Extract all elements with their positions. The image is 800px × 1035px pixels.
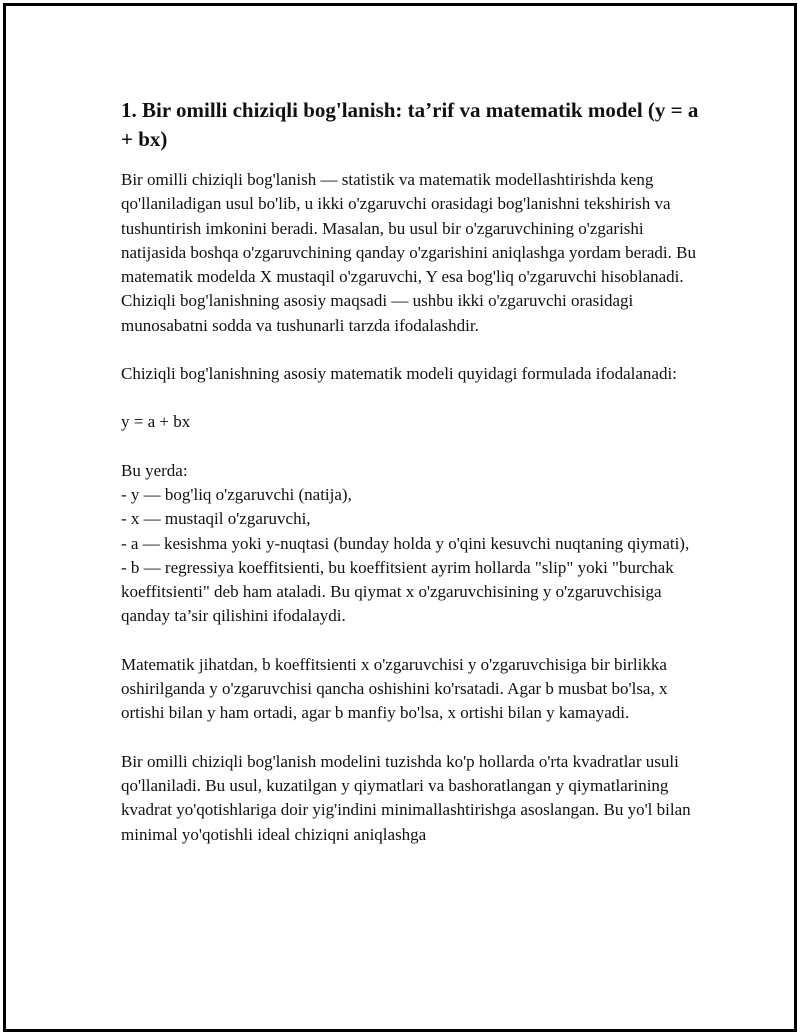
definitions-block bbox=[121, 459, 701, 629]
definition-item-x: - x — mustaqil o'zgaruvchi, bbox=[121, 509, 311, 529]
coefficient-paragraph: Matematik jihatdan, b koeffitsienti x o'zgaruvchisi y o'zgaruvchisiga bir birlikka oshirilganda y o'zgaruvchisi qancha oshishini ko'rsatadi. Agar b musbat bo'lsa, x ortishi bilan y ham ortadi, agar b manfiy bo'lsa, x ortishi bilan y kamayadi. bbox=[121, 654, 668, 723]
definition-item-a: - a — kesishma yoki y-nuqtasi (bunday holda y o'qini kesuvchi nuqtaning qiymati), bbox=[121, 533, 690, 553]
definition-item-b: - b — regressiya koeffitsienti, bu koeffitsient ayrim hollarda "slip" yoki "burchak koeffitsienti" deb ham ataladi. Bu qiymat x o'zgaruvchisining y o'zgaruvchisiga qanday ta’sir qilishini ifodalaydi. bbox=[121, 557, 674, 626]
intro-paragraph: Bir omilli chiziqli bog'lanish — statistik va matematik modellashtirishda keng qo'llaniladigan usul bo'lib, u ikki o'zgaruvchi orasidagi bog'lanishni tekshirish va tushuntirish imkonini beradi. Masalan, bu usul bir o'zgaruvchining o'zgarishi natijasida boshqa o'zgaruvchining qanday o'zgarishini aniqlashga yordam beradi. Bu matematik modelda X mustaqil o'zgaruvchi, Y esa bog'liq o'zgaruvchi hisoblanadi. Chiziqli bog'lanishning asosiy maqsadi — ushbu ikki o'zgaruvchi orasidagi munosabatni sodda va tushunarli tarzda ifodalashdir. bbox=[121, 170, 696, 335]
model-intro-paragraph: Chiziqli bog'lanishning asosiy matematik modeli quyidagi formulada ifodalanadi: bbox=[121, 364, 677, 384]
least-squares-paragraph: Bir omilli chiziqli bog'lanish modelini tuzishda ko'p hollarda o'rta kvadratlar usuli qo'llaniladi. Bu usul, kuzatilgan y qiymatlari va bashoratlangan y qiymatlarining kvadrat yo'qotishlariga doir yig'indini minimallashtirishga asoslangan. Bu yo'l bilan minimal yo'qotishli ideal chiziqni aniqlashga bbox=[121, 751, 691, 844]
definition-item-y: - y — bog'liq o'zgaruvchi (natija), bbox=[121, 484, 352, 504]
formula: y = a + bx bbox=[121, 412, 191, 432]
document-page bbox=[3, 3, 797, 1032]
definitions-intro: Bu yerda: bbox=[121, 460, 188, 480]
document-content bbox=[121, 96, 701, 847]
section-title: 1. Bir omilli chiziqli bog'lanish: ta’rif va matematik model (y = a + bx) bbox=[121, 98, 699, 151]
